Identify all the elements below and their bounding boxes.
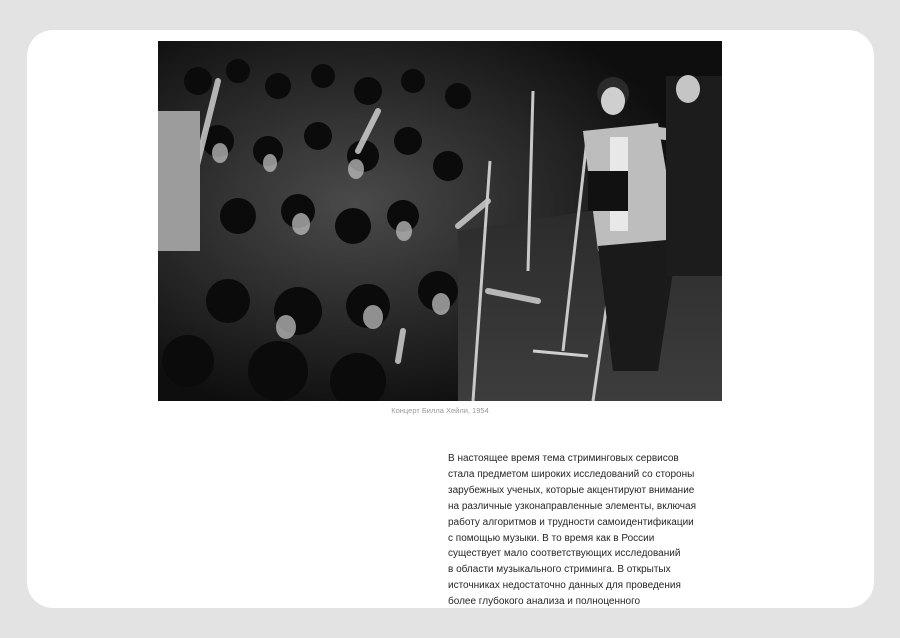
article-line: более глубокого анализа и полноценного [448, 596, 641, 608]
article-line: с помощью музыки. В то время как в России [448, 532, 655, 544]
article-line: В настоящее время тема стриминговых сервисов [448, 453, 679, 464]
article-line: работу алгоритмов и трудности самоидентификации [448, 516, 694, 528]
concert-photo-illustration [158, 41, 722, 401]
article-line: на различные узконаправленные элементы, включая [448, 500, 696, 512]
photo-caption: Концерт Билла Хейли, 1954 [391, 406, 489, 415]
article-body [448, 451, 708, 608]
article-line: в области музыкального стриминга. В открытых [448, 564, 671, 576]
article-line: зарубежных ученых, которые акцентируют внимание [448, 484, 695, 496]
concert-photo [158, 41, 722, 401]
article-line: стала предметом широких исследований со стороны [448, 468, 695, 480]
article-line: существует мало соответствующих исследований [448, 548, 681, 560]
article-card [27, 30, 874, 608]
article-line: источниках недостаточно данных для проведения [448, 580, 681, 592]
